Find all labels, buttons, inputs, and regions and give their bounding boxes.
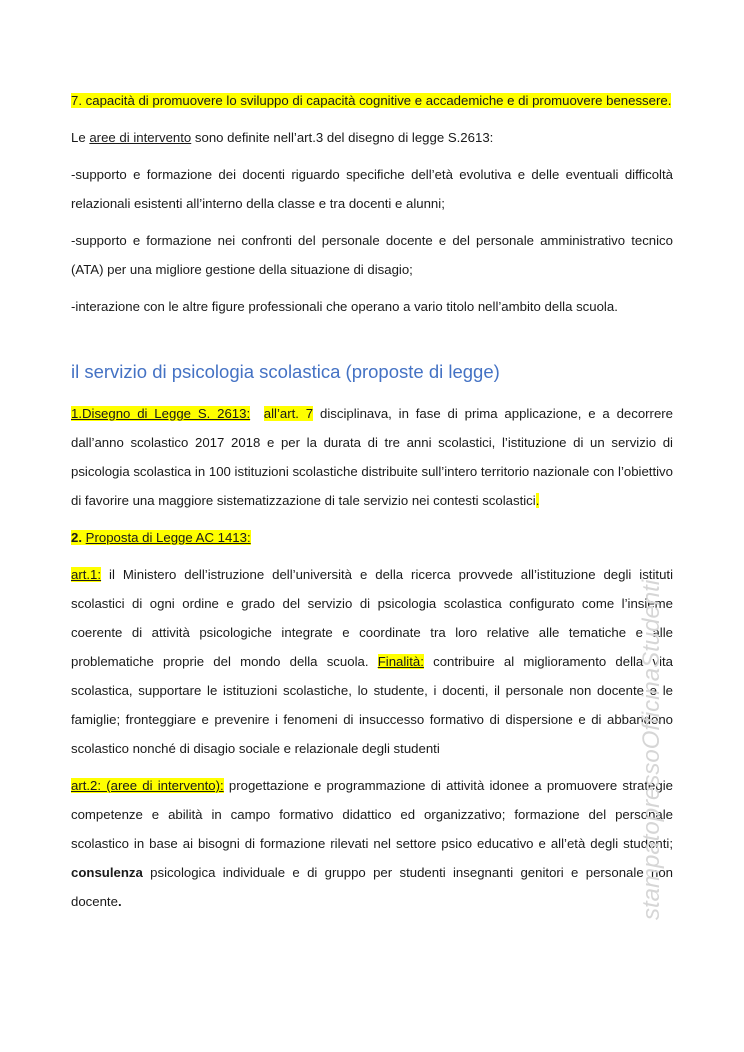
number: 2.: [71, 530, 82, 545]
text: .: [117, 894, 122, 909]
label: art.1:: [71, 567, 102, 582]
bold-text: consulenza: [71, 865, 143, 880]
document-body: [71, 86, 673, 924]
label: Proposta di Legge AC 1413:: [85, 530, 251, 545]
art1-paragraph: [71, 560, 673, 763]
text: disciplinava, in fase di prima applicazione, e a decorrere dall’anno scolastico 2017 2018 e per la durata di tre anni scolastici, l’istituzione di un servizio di psicologia scolastica in 100 istituzioni scolastiche distribuite sull’intero territorio nazionale con l’obiettivo di favorire una maggiore sistematizzazione di tale servizio nei contesti scolastici: [71, 406, 674, 508]
text: .: [535, 493, 540, 508]
section-heading: il servizio di psicologia scolastica (proposte di legge): [71, 361, 500, 382]
disegno-di-legge-paragraph: [71, 399, 673, 515]
text: contribuire al miglioramento della vita scolastica, supportare le istituzioni scolastiche, lo studente, i docenti, il personale non docente e le famiglie; fronteggiare e prevenire i fenomeni di insuccesso formativo di dispersione e di abbandono scolastico nonché di disagio sociale e relazionale degli studenti: [71, 654, 673, 756]
highlighted-text: 7. capacità di promuovere lo sviluppo di capacità cognitive e accademiche e di promuovere benessere.: [71, 93, 672, 108]
art-ref: all’art. 7: [263, 406, 314, 421]
text: progettazione e programmazione di attività idonee a promuovere strategie competenze e abilità in campo formativo didattico ed organizzativo; formazione del personale scolastico in base ai bisogni di formazione rilevati nel settore psico educativo e all’età degli studenti;: [71, 778, 673, 851]
label: art.2: (aree di intervento):: [71, 778, 224, 793]
list-item: -interazione con le altre figure professionali che operano a vario titolo nell’ambito della scuola.: [71, 299, 618, 314]
text: psicologica individuale e di gruppo per studenti insegnanti genitori e personale non docente: [71, 865, 673, 909]
text: Le: [71, 130, 90, 145]
list-item: -supporto e formazione nei confronti del personale docente e del personale amministrativo tecnico (ATA) per una migliore gestione della situazione di disagio;: [71, 233, 673, 277]
text: sono definite nell’art.3 del disegno di legge S.2613:: [191, 130, 494, 145]
label: 1.Disegno di Legge S. 2613:: [71, 406, 251, 421]
watermark: stampatopressoOfficinaStudenti: [638, 579, 665, 920]
point-7: [71, 86, 673, 115]
aree-intro: [71, 123, 673, 152]
art2-paragraph: [71, 771, 673, 916]
proposta-heading: [71, 523, 673, 552]
list-item: -supporto e formazione dei docenti riguardo specifiche dell’età evolutiva e delle eventuali difficoltà relazionali esistenti all’interno della classe e tra docenti e alunni;: [71, 167, 673, 211]
label: Finalità:: [377, 654, 424, 669]
text: il Ministero dell’istruzione dell’università e della ricerca provvede all’istituzione degli istituti scolastici di ogni ordine e grado del servizio di psicologia scolastica configurato come l’insieme coerente di attività psicologiche integrate e coordinate tra loro relative alle tematiche e alle problematiche proprie del mondo della scuola.: [71, 567, 673, 669]
aree-di-intervento-underlined: aree di intervento: [89, 130, 192, 145]
